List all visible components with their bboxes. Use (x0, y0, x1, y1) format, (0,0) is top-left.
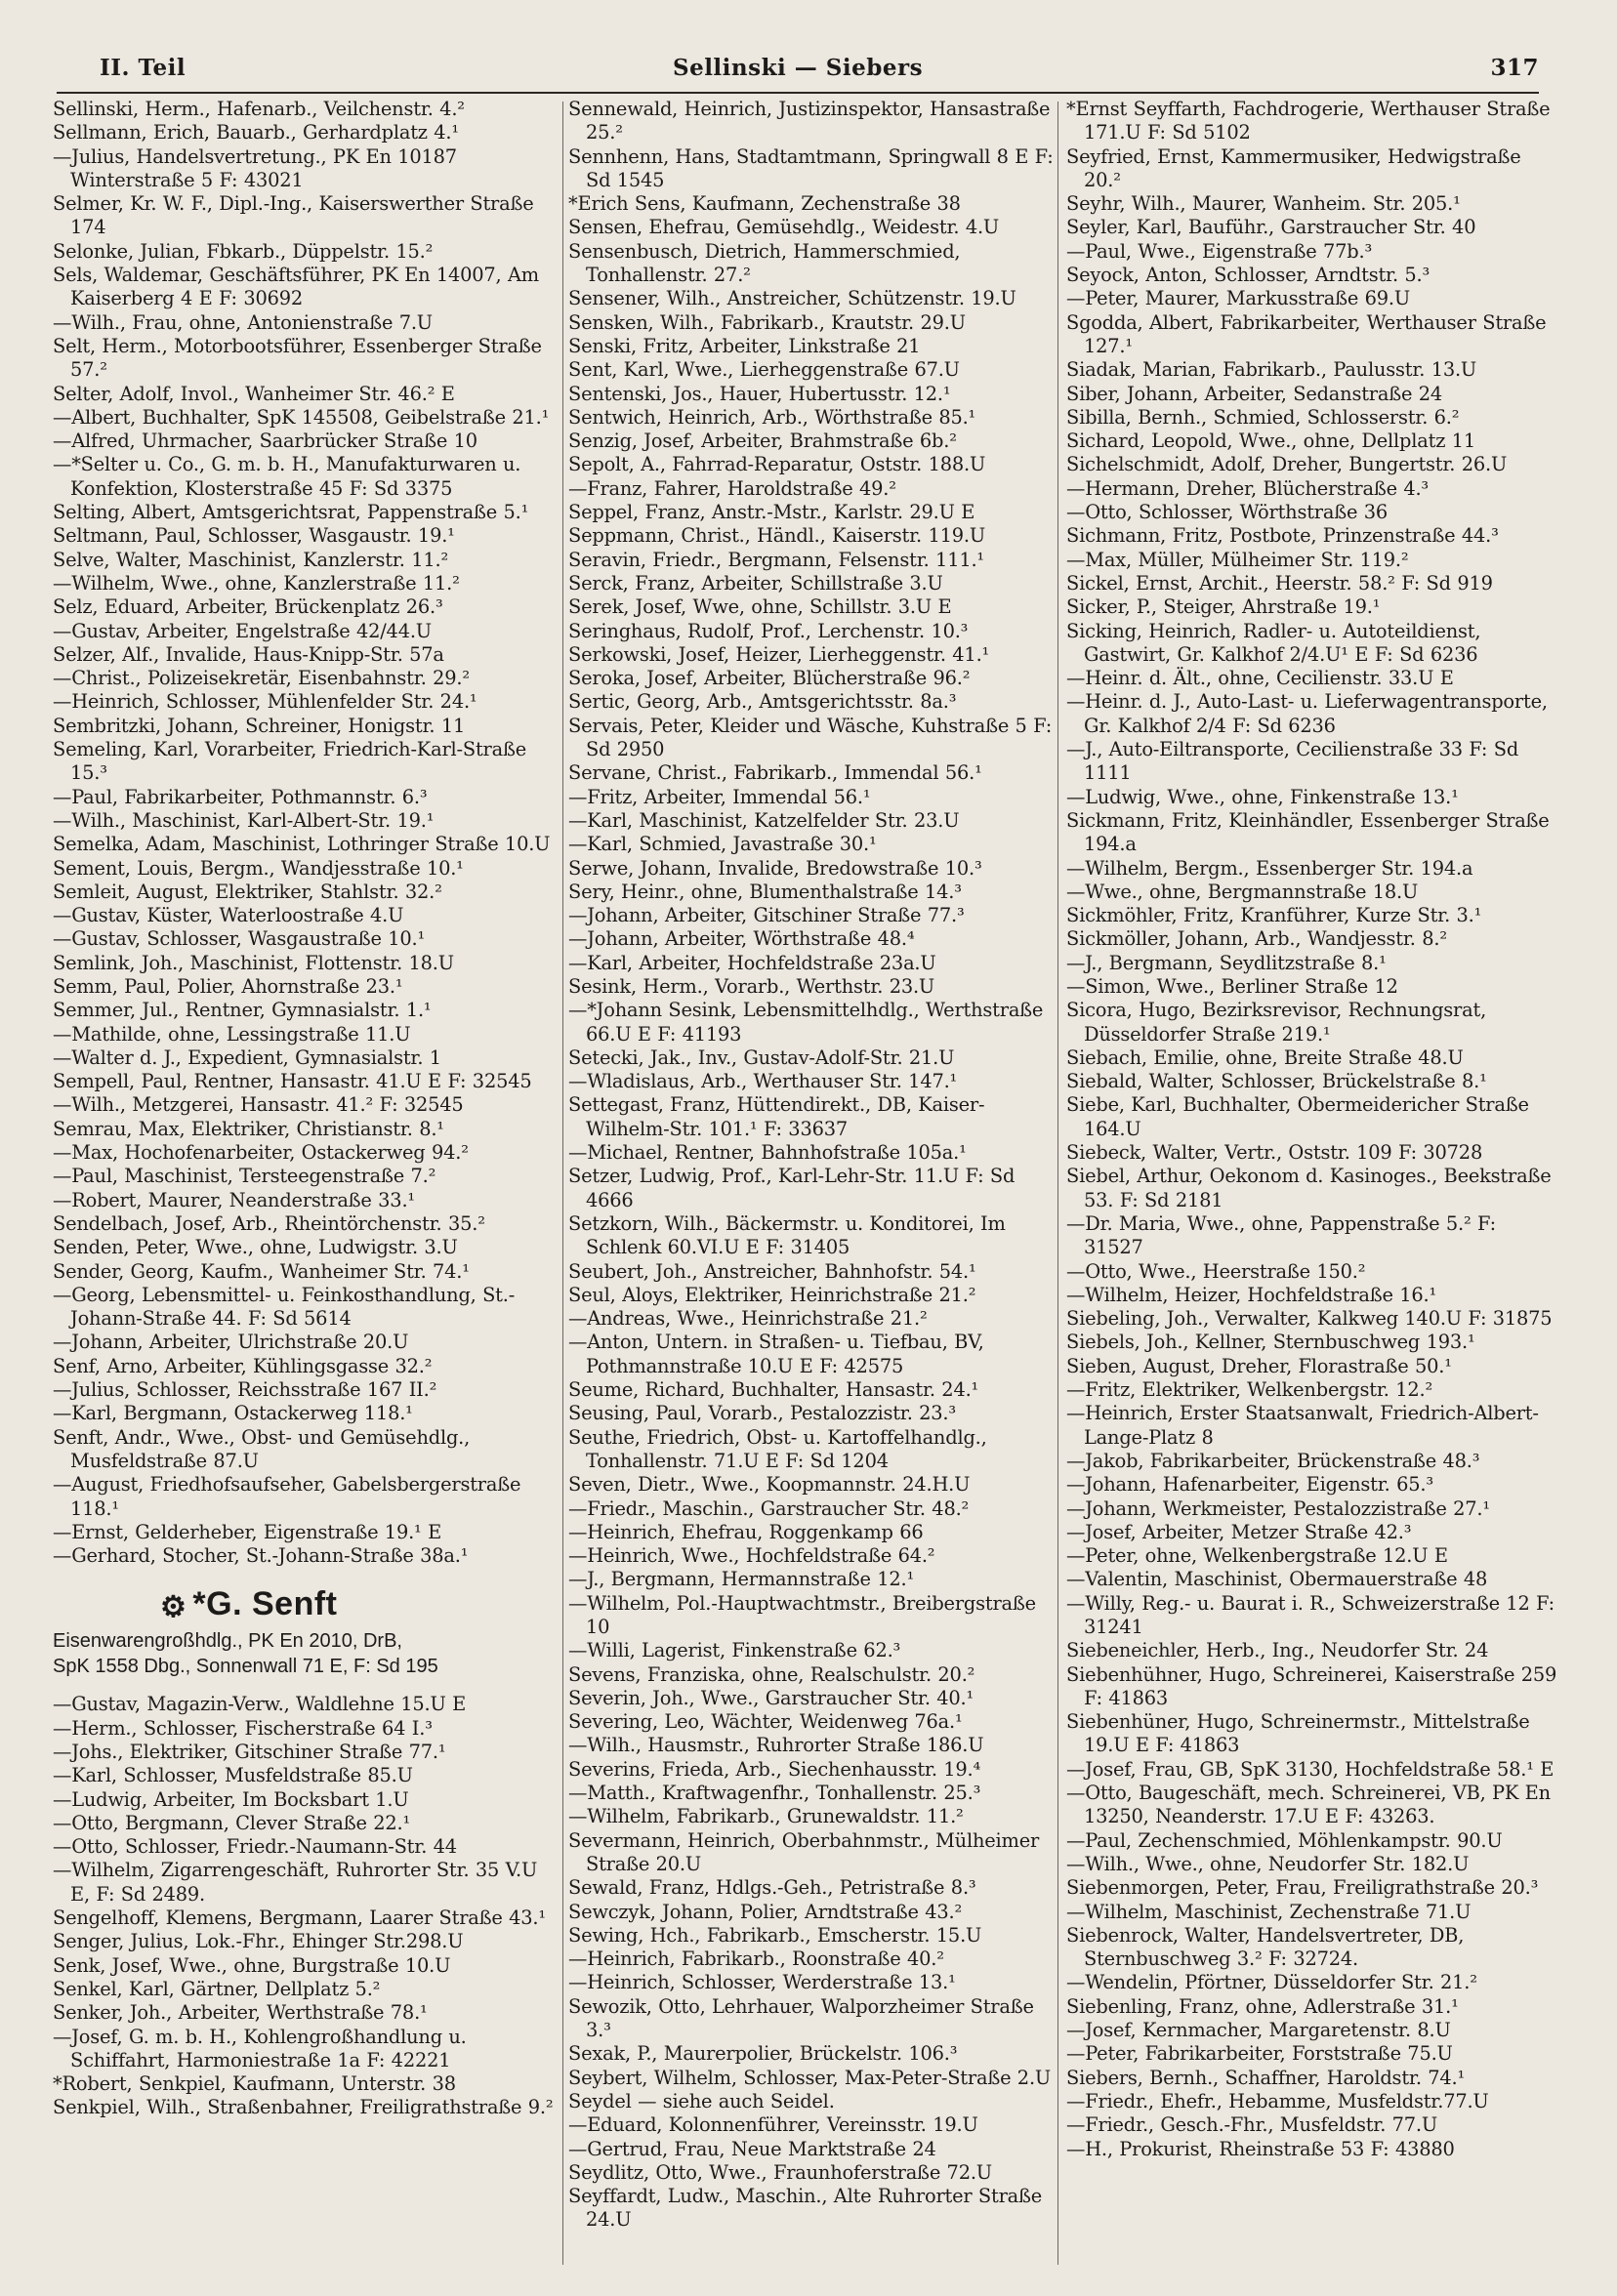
directory-entry: Sendelbach, Josef, Arb., Rheintörchenstr. 35.² (53, 1211, 485, 1235)
directory-entry: —Heinr. d. Ält., ohne, Cecilienstr. 33.U E (1066, 667, 1454, 690)
directory-entry: Serek, Josef, Wwe, ohne, Schillstr. 3.U E (568, 595, 952, 619)
directory-entry: —Fritz, Arbeiter, Immendal 56.¹ (568, 785, 871, 808)
columns (53, 98, 1557, 2276)
directory-entry: —Gustav, Magazin-Verw., Waldlehne 15.U E (53, 1693, 467, 1716)
directory-entry: Seul, Aloys, Elektriker, Heinrichstraße 21.² (568, 1283, 976, 1306)
directory-entry: Semm, Paul, Polier, Ahornstraße 23.¹ (53, 974, 403, 998)
directory-entry: Sent, Karl, Wwe., Lierheggenstraße 67.U (568, 358, 960, 382)
directory-entry: —Otto, Wwe., Heerstraße 150.² (1066, 1259, 1366, 1283)
directory-entry: Sibilla, Bernh., Schmied, Schlosserstr. 6.² (1066, 405, 1460, 429)
directory-entry: —Gustav, Arbeiter, Engelstraße 42/44.U (53, 619, 432, 642)
directory-entry: —Franz, Fahrer, Haroldstraße 49.² (568, 476, 896, 500)
directory-entry: —Johann, Hafenarbeiter, Eigenstr. 65.³ (1066, 1473, 1433, 1496)
directory-entry: Seybert, Wilhelm, Schlosser, Max-Peter-Straße 2.U (568, 2066, 1052, 2089)
directory-entry: Sieben, August, Dreher, Florastraße 50.¹ (1066, 1354, 1452, 1377)
directory-entry: Seydlitz, Otto, Wwe., Fraunhoferstraße 72.U (568, 2160, 992, 2184)
directory-entry: Sicker, P., Steiger, Ahrstraße 19.¹ (1066, 595, 1381, 619)
directory-entry: *Erich Sens, Kaufmann, Zechenstraße 38 (568, 192, 961, 216)
column-1 (53, 98, 557, 2276)
directory-entry: Siebenmorgen, Peter, Frau, Freiligrathstraße 20.³ (1066, 1876, 1539, 1900)
gear-icon: ⚙ (160, 1591, 187, 1624)
directory-entry: Sicora, Hugo, Bezirksrevisor, Rechnungsrat, Düsseldorfer Straße 219.¹ (1066, 999, 1487, 1046)
directory-entry: —J., Bergmann, Hermannstraße 12.¹ (568, 1568, 915, 1591)
name-range: Sellinski — Siebers (672, 55, 924, 81)
directory-entry: —Karl, Schmied, Javastraße 30.¹ (568, 833, 877, 856)
directory-entry: Siebald, Walter, Schlosser, Brückelstraße 8.¹ (1066, 1070, 1487, 1093)
directory-entry: —Wilh., Frau, ohne, Antonienstraße 7.U (53, 310, 433, 334)
directory-entry: —Ludwig, Wwe., ohne, Finkenstraße 13.¹ (1066, 785, 1459, 808)
part-label: II. Teil (100, 55, 187, 81)
directory-entry: Severins, Frieda, Arb., Siechenhausstr. 19.⁴ (568, 1757, 981, 1781)
directory-entry: —Otto, Baugeschäft, mech. Schreinerei, VB, PK En 13250, Neanderstr. 17.U E F: 43263. (1066, 1782, 1551, 1828)
directory-entry: —Albert, Buchhalter, SpK 145508, Geibelstraße 21.¹ (53, 405, 550, 429)
directory-entry: —Johs., Elektriker, Gitschiner Straße 77.¹ (53, 1741, 446, 1763)
directory-entry: —Wilhelm, Bergm., Essenberger Str. 194.a (1066, 856, 1473, 880)
directory-entry: Severmann, Heinrich, Oberbahnmstr., Mülheimer Straße 20.U (568, 1828, 1040, 1875)
directory-entry: Semrau, Max, Elektriker, Christianstr. 8.¹ (53, 1117, 444, 1140)
directory-entry: Seven, Dietr., Wwe., Koopmannstr. 24.H.U (568, 1473, 971, 1496)
directory-entry: Seppel, Franz, Anstr.-Mstr., Karlstr. 29.U E (568, 501, 975, 524)
advert-line: Eisenwarengroßhdlg., PK En 2010, DrB, (53, 1630, 402, 1653)
directory-entry: Seyhr, Wilh., Maurer, Wanheim. Str. 205.¹ (1066, 192, 1461, 216)
directory-entry: Seyock, Anton, Schlosser, Arndtstr. 5.³ (1066, 264, 1430, 287)
directory-entry: Sickmöhler, Fritz, Kranführer, Kurze Str. 3.¹ (1066, 904, 1482, 927)
directory-entry: —Matth., Kraftwagenfhr., Tonhallenstr. 25.³ (568, 1782, 981, 1805)
directory-entry: Siadak, Marian, Fabrikarb., Paulusstr. 13.U (1066, 358, 1477, 382)
directory-entry: Sentenski, Jos., Hauer, Hubertusstr. 12.¹ (568, 382, 951, 405)
directory-entry: Sesink, Herm., Vorarb., Werthstr. 23.U (568, 974, 935, 998)
directory-entry: Seume, Richard, Buchhalter, Hansastr. 24.¹ (568, 1378, 979, 1402)
directory-entry: Severing, Leo, Wächter, Weidenweg 76a.¹ (568, 1710, 963, 1734)
directory-entry: —J., Auto-Eiltransporte, Cecilienstraße 33 F: Sd 1111 (1066, 738, 1519, 785)
directory-entry: —Jakob, Fabrikarbeiter, Brückenstraße 48.³ (1066, 1449, 1480, 1472)
directory-entry: —Alfred, Uhrmacher, Saarbrücker Straße 10 (53, 430, 477, 453)
directory-entry: —Eduard, Kolonnenführer, Vereinsstr. 19.U (568, 2113, 978, 2137)
directory-entry: Selt, Herm., Motorbootsführer, Essenberger Straße 57.² (53, 334, 542, 382)
directory-entry: Servais, Peter, Kleider und Wäsche, Kuhstraße 5 F: Sd 2950 (568, 714, 1053, 761)
directory-entry: —Ludwig, Arbeiter, Im Bocksbart 1.U (53, 1787, 409, 1811)
directory-entry: Seyfried, Ernst, Kammermusiker, Hedwigstraße 20.² (1066, 144, 1521, 191)
directory-entry: Serwe, Johann, Invalide, Bredowstraße 10.³ (568, 856, 982, 880)
directory-entry: —Wilhelm, Zigarrengeschäft, Ruhrorter Str. 35 V.U E, F: Sd 2489. (53, 1859, 538, 1906)
directory-entry: Sewozik, Otto, Lehrhauer, Walporzheimer Straße 3.³ (568, 1994, 1034, 2042)
directory-entry: —Wilhelm, Wwe., ohne, Kanzlerstraße 11.² (53, 571, 460, 594)
directory-entry: Senf, Arno, Arbeiter, Kühlingsgasse 32.² (53, 1354, 433, 1377)
directory-entry: —Johann, Arbeiter, Gitschiner Straße 77.³ (568, 904, 965, 927)
directory-entry: —Josef, Arbeiter, Metzer Straße 42.³ (1066, 1520, 1412, 1543)
directory-entry: —Karl, Maschinist, Katzelfelder Str. 23.U (568, 808, 960, 832)
directory-entry: Sembritzki, Johann, Schreiner, Honigstr. 11 (53, 714, 466, 737)
directory-entry: Siebeneichler, Herb., Ing., Neudorfer Str. 24 (1066, 1639, 1489, 1662)
directory-entry: Selmer, Kr. W. F., Dipl.-Ing., Kaiserswerther Straße 174 (53, 192, 534, 239)
directory-entry: Siebels, Joh., Kellner, Sternbuschweg 193.¹ (1066, 1331, 1475, 1354)
directory-entry: —Gustav, Schlosser, Wasgaustraße 10.¹ (53, 927, 426, 951)
directory-entry: —Julius, Schlosser, Reichsstraße 167 II.² (53, 1378, 437, 1402)
directory-entry: —Max, Müller, Mülheimer Str. 119.² (1066, 548, 1409, 571)
directory-entry: —Paul, Wwe., Eigenstraße 77b.³ (1066, 239, 1373, 263)
directory-entry: —Heinrich, Fabrikarb., Roonstraße 40.² (568, 1948, 944, 1971)
directory-entry: —Walter d. J., Expedient, Gymnasialstr. 1 (53, 1046, 441, 1069)
directory-entry: Selzer, Alf., Invalide, Haus-Knipp-Str. 57a (53, 642, 444, 666)
directory-entry: Siebenhüner, Hugo, Schreinermstr., Mittelstraße 19.U E F: 41863 (1066, 1710, 1530, 1757)
directory-entry: Selter, Adolf, Invol., Wanheimer Str. 46.² E (53, 382, 455, 405)
directory-entry: Siebenhühner, Hugo, Schreinerei, Kaiserstraße 259 F: 41863 (1066, 1662, 1557, 1709)
directory-entry: Sennewald, Heinrich, Justizinspektor, Hansastraße 25.² (568, 98, 1051, 144)
directory-entry: Sickel, Ernst, Archit., Heerstr. 58.² F: Sd 919 (1066, 571, 1493, 594)
directory-entry: —Simon, Wwe., Berliner Straße 12 (1066, 974, 1398, 998)
column-3 (1066, 98, 1560, 2276)
entry-list (53, 98, 557, 1568)
directory-entry: Senk, Josef, Wwe., ohne, Burgstraße 10.U (53, 1953, 451, 1977)
directory-entry: Sensken, Wilh., Fabrikarb., Krautstr. 29.U (568, 310, 966, 334)
directory-entry: —Wilhelm, Pol.-Hauptwachtmstr., Breibergstraße 10 (568, 1591, 1036, 1638)
directory-entry: —Dr. Maria, Wwe., ohne, Pappenstraße 5.² F: 31527 (1066, 1211, 1496, 1259)
directory-entry: Sensener, Wilh., Anstreicher, Schützenstr. 19.U (568, 287, 1016, 310)
directory-entry: —Heinrich, Schlosser, Werderstraße 13.¹ (568, 1971, 956, 1994)
directory-entry: Sichard, Leopold, Wwe., ohne, Dellplatz 11 (1066, 430, 1475, 453)
directory-entry: —Peter, ohne, Welkenbergstraße 12.U E (1066, 1544, 1448, 1568)
directory-entry: —Karl, Arbeiter, Hochfeldstraße 23a.U (568, 951, 936, 974)
directory-entry: —Georg, Lebensmittel- u. Feinkosthandlung, St.-Johann-Straße 44. F: Sd 5614 (53, 1283, 516, 1331)
directory-entry: Sellinski, Herm., Hafenarb., Veilchenstr. 4.² (53, 98, 465, 120)
directory-entry: Seyler, Karl, Bauführ., Garstraucher Str. 40 (1066, 216, 1476, 239)
directory-entry: Senger, Julius, Lok.-Fhr., Ehinger Str.298.U (53, 1930, 464, 1953)
directory-entry: —Josef, Kernmacher, Margaretenstr. 8.U (1066, 2019, 1451, 2042)
directory-entry: Setzer, Ludwig, Prof., Karl-Lehr-Str. 11.U F: Sd 4666 (568, 1165, 1016, 1211)
directory-entry: —Paul, Fabrikarbeiter, Pothmannstr. 6.³ (53, 785, 428, 808)
directory-entry: —Hermann, Dreher, Blücherstraße 4.³ (1066, 476, 1429, 500)
directory-entry: —Gustav, Küster, Waterloostraße 4.U (53, 904, 404, 927)
entry-list (53, 1693, 557, 2119)
directory-entry: —Julius, Handelsvertretung., PK En 10187 Winterstraße 5 F: 43021 (53, 144, 457, 191)
directory-entry: Sichmann, Fritz, Postbote, Prinzenstraße 44.³ (1066, 524, 1499, 548)
directory-entry: Semmer, Jul., Rentner, Gymnasialstr. 1.¹ (53, 999, 432, 1022)
directory-entry: Sender, Georg, Kaufm., Wanheimer Str. 74.¹ (53, 1259, 470, 1283)
directory-entry: —August, Friedhofsaufseher, Gabelsbergerstraße 118.¹ (53, 1473, 521, 1520)
directory-entry: Serkowski, Josef, Heizer, Lierheggenstr. 41.¹ (568, 642, 990, 666)
directory-entry: —Peter, Fabrikarbeiter, Forststraße 75.U (1066, 2042, 1453, 2066)
directory-entry: Semeling, Karl, Vorarbeiter, Friedrich-Karl-Straße 15.³ (53, 738, 527, 785)
page-header (57, 55, 1539, 90)
directory-entry: —Johann, Werkmeister, Pestalozzistraße 27.¹ (1066, 1496, 1490, 1520)
directory-entry: —Michael, Rentner, Bahnhofstraße 105a.¹ (568, 1141, 967, 1165)
directory-entry: Servane, Christ., Fabrikarb., Immendal 56.¹ (568, 761, 982, 785)
directory-entry: —Josef, G. m. b. H., Kohlengroßhandlung u. Schiffahrt, Harmoniestraße 1a F: 42221 (53, 2025, 467, 2071)
directory-entry: Sertic, Georg, Arb., Amtsgerichtsstr. 8a.³ (568, 690, 957, 714)
directory-entry: Selting, Albert, Amtsgerichtsrat, Pappenstraße 5.¹ (53, 501, 529, 524)
directory-entry: —Valentin, Maschinist, Obermauerstraße 48 (1066, 1568, 1488, 1591)
directory-entry: —Paul, Zechenschmied, Möhlenkampstr. 90.U (1066, 1828, 1503, 1852)
directory-entry: —J., Bergmann, Seydlitzstraße 8.¹ (1066, 951, 1387, 974)
directory-entry: —Wilh., Metzgerei, Hansastr. 41.² F: 32545 (53, 1093, 464, 1117)
directory-entry: —Johann, Arbeiter, Ulrichstraße 20.U (53, 1331, 409, 1354)
directory-entry: Siebeck, Walter, Vertr., Oststr. 109 F: 30728 (1066, 1141, 1483, 1165)
page-number: 317 (1490, 55, 1539, 81)
directory-entry: —Willi, Lagerist, Finkenstraße 62.³ (568, 1639, 901, 1662)
directory-entry: —Peter, Maurer, Markusstraße 69.U (1066, 287, 1411, 310)
directory-entry: *Robert, Senkpiel, Kaufmann, Unterstr. 38 (53, 2072, 456, 2096)
directory-entry: Sepolt, A., Fahrrad-Reparatur, Oststr. 188.U (568, 453, 986, 476)
entry-list (568, 98, 1057, 2233)
directory-entry: Siebers, Bernh., Schaffner, Haroldstr. 74.¹ (1066, 2066, 1466, 2089)
directory-entry: Selve, Walter, Maschinist, Kanzlerstr. 11.² (53, 548, 449, 571)
directory-entry: Seroka, Josef, Arbeiter, Blücherstraße 96.² (568, 667, 971, 690)
directory-entry: Sellmann, Erich, Bauarb., Gerhardplatz 4.¹ (53, 121, 459, 144)
directory-entry: —Wendelin, Pförtner, Düsseldorfer Str. 21.² (1066, 1971, 1477, 1994)
directory-entry: Senker, Joh., Arbeiter, Werthstraße 78.¹ (53, 2001, 428, 2025)
directory-entry: Seusing, Paul, Vorarb., Pestalozzistr. 23.³ (568, 1402, 956, 1425)
directory-entry: —Wladislaus, Arb., Werthauser Str. 147.¹ (568, 1070, 958, 1093)
directory-entry: Seyffardt, Ludw., Maschin., Alte Ruhrorter Straße 24.U (568, 2185, 1043, 2232)
directory-entry: Sery, Heinr., ohne, Blumenthalstraße 14.³ (568, 880, 962, 903)
directory-entry: Sevens, Franziska, ohne, Realschulstr. 20.² (568, 1662, 975, 1686)
directory-entry: —Heinrich, Wwe., Hochfeldstraße 64.² (568, 1544, 935, 1568)
directory-entry: Selz, Eduard, Arbeiter, Brückenplatz 26.³ (53, 595, 443, 619)
directory-entry: Sement, Louis, Bergm., Wandjesstraße 10.¹ (53, 856, 464, 880)
directory-entry: Seltmann, Paul, Schlosser, Wasgaustr. 19.¹ (53, 524, 455, 548)
header-rule (57, 92, 1539, 94)
directory-entry: Selonke, Julian, Fbkarb., Düppelstr. 15.² (53, 239, 434, 263)
directory-entry: Sewald, Franz, Hdlgs.-Geh., Petristraße 8.³ (568, 1876, 976, 1900)
directory-entry: Sels, Waldemar, Geschäftsführer, PK En 14007, Am Kaiserberg 4 E F: 30692 (53, 264, 539, 310)
directory-entry: Sentwich, Heinrich, Arb., Wörthstraße 85.¹ (568, 405, 976, 429)
directory-entry: Siebach, Emilie, ohne, Breite Straße 48.U (1066, 1046, 1464, 1069)
directory-entry: Setecki, Jak., Inv., Gustav-Adolf-Str. 21.U (568, 1046, 955, 1069)
directory-entry: Sengelhoff, Klemens, Bergmann, Laarer Straße 43.¹ (53, 1906, 546, 1930)
directory-entry: Seydel — siehe auch Seidel. (568, 2089, 835, 2112)
directory-entry: —Robert, Maurer, Neanderstraße 33.¹ (53, 1188, 415, 1211)
directory-entry: —Gerhard, Stocher, St.-Johann-Straße 38a.¹ (53, 1544, 469, 1568)
directory-entry: —Otto, Schlosser, Wörthstraße 36 (1066, 501, 1388, 524)
directory-entry: Senft, Andr., Wwe., Obst- und Gemüsehdlg., Musfeldstraße 87.U (53, 1425, 471, 1472)
directory-entry: —Josef, Frau, GB, SpK 3130, Hochfeldstraße 58.¹ E (1066, 1757, 1555, 1781)
directory-entry: Sicking, Heinrich, Radler- u. Autoteildienst, Gastwirt, Gr. Kalkhof 2/4.U¹ E F: Sd 6236 (1066, 619, 1481, 666)
directory-entry: Sensenbusch, Dietrich, Hammerschmied, Tonhallenstr. 27.² (568, 239, 961, 287)
directory-entry: Semleit, August, Elektriker, Stahlstr. 32.² (53, 880, 442, 903)
directory-entry: Severin, Joh., Wwe., Garstraucher Str. 40.¹ (568, 1686, 974, 1709)
directory-entry: —Wilhelm, Fabrikarb., Grunewaldstr. 11.² (568, 1805, 964, 1828)
directory-entry: —H., Prokurist, Rheinstraße 53 F: 43880 (1066, 2137, 1455, 2160)
directory-entry: Semelka, Adam, Maschinist, Lothringer Straße 10.U (53, 833, 551, 856)
advert-title (53, 1583, 557, 1628)
directory-entry: Seravin, Friedr., Bergmann, Felsenstr. 111.¹ (568, 548, 985, 571)
directory-entry: Sexak, P., Maurerpolier, Brückelstr. 106.³ (568, 2042, 958, 2066)
entry-list (1066, 98, 1560, 2161)
directory-entry: —Christ., Polizeisekretär, Eisenbahnstr. 29.² (53, 667, 470, 690)
directory-entry: —Friedr., Gesch.-Fhr., Musfeldstr. 77.U (1066, 2113, 1438, 2137)
directory-entry: Siebenrock, Walter, Handelsvertreter, DB, Sternbuschweg 3.² F: 32724. (1066, 1923, 1465, 1971)
directory-entry: Sickmöller, Johann, Arb., Wandjesstr. 8.² (1066, 927, 1447, 951)
directory-entry: —Heinr. d. J., Auto-Last- u. Lieferwagentransporte, Gr. Kalkhof 2/4 F: Sd 6236 (1066, 690, 1548, 737)
directory-entry: Sichelschmidt, Adolf, Dreher, Bungertstr. 26.U (1066, 453, 1508, 476)
directory-entry: Semlink, Joh., Maschinist, Flottenstr. 18.U (53, 951, 454, 974)
directory-entry: —Gertrud, Frau, Neue Marktstraße 24 (568, 2137, 936, 2160)
directory-entry: —Heinrich, Erster Staatsanwalt, Friedrich-Albert-Lange-Platz 8 (1066, 1402, 1539, 1449)
directory-entry: —Friedr., Maschin., Garstraucher Str. 48.² (568, 1496, 970, 1520)
directory-entry: Settegast, Franz, Hüttendirekt., DB, Kaiser-Wilhelm-Str. 101.¹ F: 33637 (568, 1093, 985, 1140)
directory-entry: Siebeling, Joh., Verwalter, Kalkweg 140.U F: 31875 (1066, 1307, 1553, 1331)
directory-entry: —Fritz, Elektriker, Welkenbergstr. 12.² (1066, 1378, 1433, 1402)
directory-entry: Seubert, Joh., Anstreicher, Bahnhofstr. 54.¹ (568, 1259, 976, 1283)
directory-entry: —Heinrich, Schlosser, Mühlenfelder Str. 24.¹ (53, 690, 477, 714)
directory-entry: Sgodda, Albert, Fabrikarbeiter, Werthauser Straße 127.¹ (1066, 310, 1547, 357)
directory-entry: Siebe, Karl, Buchhalter, Obermeidericher Straße 164.U (1066, 1093, 1529, 1140)
directory-entry: Senden, Peter, Wwe., ohne, Ludwigstr. 3.U (53, 1236, 458, 1259)
directory-entry: Sempell, Paul, Rentner, Hansastr. 41.U E F: 32545 (53, 1070, 532, 1093)
directory-entry: —Wilh., Maschinist, Karl-Albert-Str. 19.¹ (53, 808, 435, 832)
directory-entry: —Karl, Schlosser, Musfeldstraße 85.U (53, 1764, 413, 1787)
directory-entry: —Anton, Untern. in Straßen- u. Tiefbau, BV, Pothmannstraße 10.U E F: 42575 (568, 1331, 984, 1377)
directory-entry: —Otto, Schlosser, Friedr.-Naumann-Str. 44 (53, 1835, 457, 1859)
directory-entry: —Wwe., ohne, Bergmannstraße 18.U (1066, 880, 1419, 903)
directory-entry: —Friedr., Ehefr., Hebamme, Musfeldstr.77.U (1066, 2089, 1489, 2112)
directory-entry: Seuthe, Friedrich, Obst- u. Kartoffelhandlg., Tonhallenstr. 71.U E F: Sd 1204 (568, 1425, 987, 1472)
directory-entry: —Wilh., Hausmstr., Ruhrorter Straße 186.U (568, 1734, 984, 1757)
directory-entry: —Wilh., Wwe., ohne, Neudorfer Str. 182.U (1066, 1852, 1470, 1875)
directory-entry: Siber, Johann, Arbeiter, Sedanstraße 24 (1066, 382, 1442, 405)
directory-entry: —Mathilde, ohne, Lessingstraße 11.U (53, 1022, 411, 1046)
directory-entry: Sewczyk, Johann, Polier, Arndtstraße 43.² (568, 1900, 963, 1923)
directory-entry: Siebenling, Franz, ohne, Adlerstraße 31.¹ (1066, 1994, 1459, 2018)
directory-entry: —Ernst, Gelderheber, Eigenstraße 19.¹ E (53, 1520, 442, 1543)
directory-entry: *Ernst Seyffarth, Fachdrogerie, Werthauser Straße 171.U F: Sd 5102 (1066, 98, 1551, 144)
directory-entry: —Andreas, Wwe., Heinrichstraße 21.² (568, 1307, 928, 1331)
directory-entry: —Wilhelm, Heizer, Hochfeldstraße 16.¹ (1066, 1283, 1437, 1306)
directory-entry: Siebel, Arthur, Oekonom d. Kasinoges., Beekstraße 53. F: Sd 2181 (1066, 1165, 1552, 1211)
directory-entry: Sensen, Ehefrau, Gemüsehdlg., Weidestr. 4.U (568, 216, 1000, 239)
advertisement-senft (53, 1583, 557, 1679)
directory-entry: Seringhaus, Rudolf, Prof., Lerchenstr. 10.³ (568, 619, 969, 642)
directory-entry: Seppmann, Christ., Händl., Kaiserstr. 119.U (568, 524, 985, 548)
directory-entry: —Max, Hochofenarbeiter, Ostackerweg 94.² (53, 1141, 469, 1165)
directory-entry: Senkel, Karl, Gärtner, Dellplatz 5.² (53, 1977, 381, 2000)
directory-entry: —Heinrich, Ehefrau, Roggenkamp 66 (568, 1520, 924, 1543)
directory-entry: Sewing, Hch., Fabrikarb., Emscherstr. 15.U (568, 1923, 982, 1947)
directory-entry: Senkpiel, Wilh., Straßenbahner, Freiligrathstraße 9.² (53, 2096, 554, 2119)
directory-entry: —Otto, Bergmann, Clever Straße 22.¹ (53, 1811, 411, 1834)
advert-title-text: *G. Senft (192, 1585, 338, 1623)
directory-entry: Senski, Fritz, Arbeiter, Linkstraße 21 (568, 334, 921, 357)
directory-entry: —*Johann Sesink, Lebensmittelhdlg., Werthstraße 66.U E F: 41193 (568, 999, 1044, 1046)
directory-entry: —Willy, Reg.- u. Baurat i. R., Schweizerstraße 12 F: 31241 (1066, 1591, 1555, 1638)
directory-entry: —Wilhelm, Maschinist, Zechenstraße 71.U (1066, 1900, 1472, 1923)
directory-entry: Serck, Franz, Arbeiter, Schillstraße 3.U (568, 571, 943, 594)
column-2 (568, 98, 1057, 2276)
directory-entry: Senzig, Josef, Arbeiter, Brahmstraße 6b.² (568, 430, 957, 453)
directory-entry: Sickmann, Fritz, Kleinhändler, Essenberger Straße 194.a (1066, 808, 1550, 856)
directory-entry: —Karl, Bergmann, Ostackerweg 118.¹ (53, 1402, 413, 1425)
directory-entry: —Paul, Maschinist, Tersteegenstraße 7.² (53, 1165, 436, 1188)
directory-entry: Sennhenn, Hans, Stadtamtmann, Springwall 8 E F: Sd 1545 (568, 144, 1054, 191)
directory-entry: Setzkorn, Wilh., Bäckermstr. u. Konditorei, Im Schlenk 60.VI.U E F: 31405 (568, 1211, 1006, 1259)
advert-line: SpK 1558 Dbg., Sonnenwall 71 E, F: Sd 195 (53, 1656, 438, 1678)
directory-entry: —Johann, Arbeiter, Wörthstraße 48.⁴ (568, 927, 915, 951)
directory-entry: —Herm., Schlosser, Fischerstraße 64 I.³ (53, 1716, 433, 1740)
directory-entry: —*Selter u. Co., G. m. b. H., Manufakturwaren u. Konfektion, Klosterstraße 45 F: Sd 3375 (53, 453, 521, 500)
